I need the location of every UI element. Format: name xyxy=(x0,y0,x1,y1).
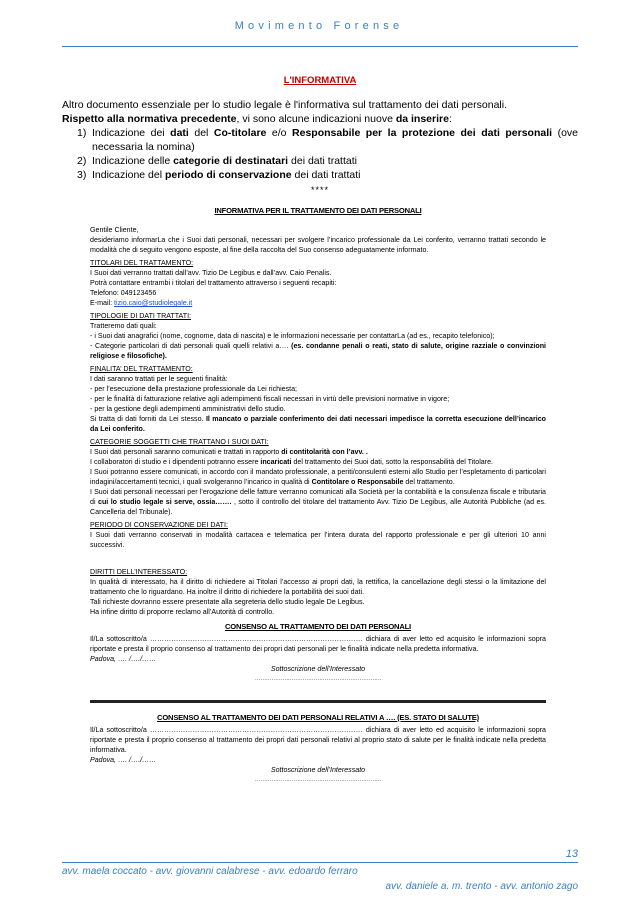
titolari-text: Potrà contattare entrambi i titolari del trattamento attraverso i seguenti recapiti: xyxy=(90,279,337,287)
tipologie-text: Tratteremo dati quali: xyxy=(90,322,157,330)
date-line: Padova, …. /…./…… xyxy=(90,756,157,764)
intro-line: Altro documento essenziale per lo studio legale è l'informativa sul trattamento dei dati personali. xyxy=(62,99,507,111)
footer-authors-line2: avv. daniele a. m. trento - avv. antonio zago xyxy=(385,881,578,892)
signature-line: …………………………………………………………… xyxy=(254,676,382,682)
diritti-text: In qualità di interessato, ha il diritto di richiedere ai Titolari l’accesso ai propri dati, la rettifica, la cancellazione degli stessi o la limitazione del trattamento che lo riguardano. Ha inoltre il diritto di richiedere la portabilità dei suoi dati. xyxy=(90,578,546,596)
phone-text: Telefono: 049123456 xyxy=(90,289,157,297)
periodo-heading: PERIODO DI CONSERVAZIONE DEI DATI: xyxy=(90,521,228,529)
footer-divider xyxy=(62,862,578,863)
divider xyxy=(90,700,546,703)
signature-line: …………………………………………………………… xyxy=(254,777,382,783)
finalita-text: - per l’esecuzione della prestazione professionale da Lei richiesta; xyxy=(90,385,298,393)
email-line: E-mail: tizio.caio@studiolegale.it xyxy=(90,299,193,307)
email-link[interactable]: tizio.caio@studiolegale.it xyxy=(114,299,193,307)
section-title: L'INFORMATIVA xyxy=(283,75,357,86)
titolari-text: I Suoi dati verranno trattati dall’avv. Tizio De Legibus e dall’avv. Caio Penalis. xyxy=(90,269,332,277)
finalita-text: I dati saranno trattati per le seguenti finalità: xyxy=(90,375,228,383)
categorie-text: I Suoi potranno essere comunicati, in accordo con il mandato professionale, a periti/consulenti esterni allo Studio per l’espletamento di particolari indagini/accertamenti tecnici, i quali svolgeranno l’incarico in qualità di Contitolare o Responsabile del trattamento. xyxy=(90,468,546,486)
requirements-list xyxy=(62,126,578,182)
finalita-heading: FINALITA’ DEL TRATTAMENTO: xyxy=(90,365,193,373)
consent-text: Il/La sottoscritto/a ……………………………………………………………………………… dichiara di aver letto ed acquisito le informazioni sopra riportate e presta il proprio consenso al trattamento dei propri dati personali per le finalità indicate nella predetta informativa. xyxy=(90,635,546,653)
greeting: Gentile Cliente, xyxy=(90,226,139,234)
tipologie-heading: TIPOLOGIE DI DATI TRATTATI: xyxy=(90,312,192,320)
finalita-text: - per le finalità di fatturazione relative agli adempimenti fiscali necessari in virtù delle previsioni normative in vigore; xyxy=(90,395,450,403)
main-content xyxy=(62,75,578,199)
separator-stars: **** xyxy=(310,185,329,195)
finalita-text: - per la gestione degli adempimenti amministrativi dello studio. xyxy=(90,405,286,413)
date-line: Padova, …. /…./…… xyxy=(90,655,157,663)
rispetto-line: Rispetto alla normativa precedente, vi sono alcune indicazioni nuove da inserire: xyxy=(62,113,452,125)
informativa-form xyxy=(90,206,546,785)
page-number: 13 xyxy=(565,848,578,860)
consent-title: CONSENSO AL TRATTAMENTO DEI DATI PERSONALI xyxy=(225,622,411,631)
header-title: Movimento Forense xyxy=(234,20,404,32)
tipologie-text: - Categorie particolari di dati personali quali quelli relativi a…. (es. condanne penali o reati, stato di salute, origine razziale o convinzioni religiose e filosofiche). xyxy=(90,342,547,360)
header-divider xyxy=(62,46,578,47)
consent-health-title: CONSENSO AL TRATTAMENTO DEI DATI PERSONALI RELATIVI A …. (ES. STATO DI SALUTE) xyxy=(157,713,479,722)
categorie-heading: CATEGORIE SOGGETTI CHE TRATTANO I SUOI DATI: xyxy=(90,438,269,446)
list-item: 3) Indicazione del periodo di conservazione dei dati trattati xyxy=(77,169,361,181)
diritti-text: Tali richieste dovranno essere presentate alla segreteria dello studio legale De Legibus. xyxy=(90,598,365,606)
periodo-text: I Suoi dati verranno conservati in modalità cartacea e telematica per l’intera durata del rapporto professionale e per gli ulteriori 10 anni successivi. xyxy=(90,531,546,549)
tipologie-text: - i Suoi dati anagrafici (nome, cognome, data di nascita) e le informazioni necessarie per contattarLa (ad es., recapito telefonico); xyxy=(90,332,495,340)
diritti-heading: DIRITTI DELL’INTERESSATO: xyxy=(90,568,188,576)
consent-health-text: Il/La sottoscritto/a ……………………………………………………………………………… dichiara di aver letto ed acquisito le informazioni sopra riportate e presta il proprio consenso al trattamento dei propri dati personali relativi al proprio stato di salute per le finalità indicate nella predetta informativa. xyxy=(90,726,546,754)
list-item: 1) Indicazione dei dati del Co-titolare e/o Responsabile per la protezione dei dati personali (ove necessaria la nomina) xyxy=(77,127,579,153)
categorie-text: I collaboratori di studio e i dipendenti potranno essere incaricati del trattamento dei Suoi dati, sotto la responsabilità del Titolare. xyxy=(90,458,494,466)
categorie-text: I Suoi dati personali necessari per l’erogazione delle fatture verranno comunicati alla Società per la contabilità e la consulenza fiscale e tributaria di cui lo studio legale si serve, ossia……. , sotto il controllo del titolare del trattamento Avv. Tizio De Legibus, alle Autorità Pubbliche (ad es. Cancelleria del Tribunale). xyxy=(90,488,547,516)
intro-paragraph: desideriamo informarLa che i Suoi dati personali, necessari per svolgere l’incarico professionale da Lei conferito, verranno trattati secondo le modalità che di seguito vengono esposte, al fine della raccolta del Suo consenso adeguatamente informato. xyxy=(90,236,546,254)
signature-label: Sottoscrizione dell’Interessato xyxy=(270,665,366,673)
signature-label: Sottoscrizione dell’Interessato xyxy=(270,766,366,774)
titolari-heading: TITOLARI DEL TRATTAMENTO: xyxy=(90,259,194,267)
form-title: INFORMATIVA PER IL TRATTAMENTO DEI DATI PERSONALI xyxy=(214,206,422,215)
diritti-text: Ha infine diritto di proporre reclamo all’Autorità di controllo. xyxy=(90,608,275,616)
footer-authors-line1: avv. maela coccato - avv. giovanni calabrese - avv. edoardo ferraro xyxy=(62,866,358,877)
finalita-text: Si tratta di dati forniti da Lei stesso. Il mancato o parziale conferimento dei dati necessari impedisce la corretta esecuzione dell’incarico da Lei conferito. xyxy=(90,415,546,433)
categorie-text: I Suoi dati personali saranno comunicati e trattati in rapporto di contitolarità con l’avv. . xyxy=(90,448,368,456)
list-item: 2) Indicazione delle categorie di destinatari dei dati trattati xyxy=(77,155,357,167)
